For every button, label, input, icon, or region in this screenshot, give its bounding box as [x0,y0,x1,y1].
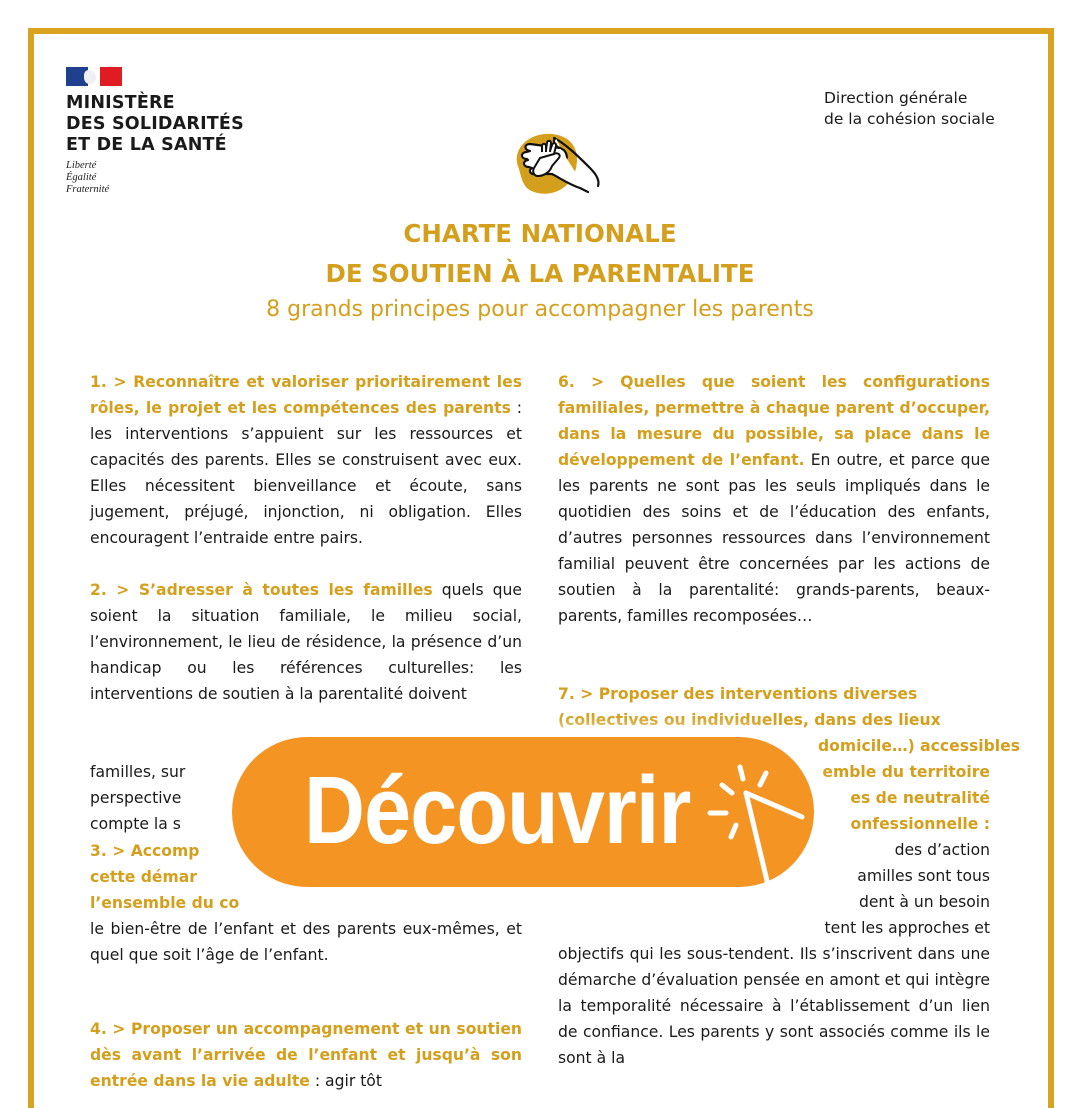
principle-7-fragments [818,733,1020,889]
principle-2-fragment: perspective [90,789,182,807]
ministry-line: ET DE LA SANTÉ [66,135,227,155]
discover-button-label: Découvrir [304,757,691,864]
principle-body: En outre, et parce que les parents ne sont pas les seuls impliqués dans le quotidien des soins et de l’éducation des enfants, d’autres personnes ressources dans l’environnement familial peuvent être concernées par les actions de soutien à la parentalité: grands-parents, beaux-parents, familles recomposées… [558,451,990,625]
principle-body: : les interventions s’appuient sur les ressources et capacités des parents. Elles se construisent avec eux. Elles nécessitent bienveillance et écoute, sans jugement, préjugé, injonction, ni obligation. Elles encouragent l’entraide entre pairs. [90,399,522,547]
title-line-1: CHARTE NATIONALE [403,219,677,248]
principle-4 [90,1016,522,1094]
hands-icon [508,128,604,198]
motto-line: Fraternité [66,184,110,195]
principle-2-fragment: familles, sur [90,763,186,781]
principle-7-heading [558,681,990,733]
principle-7-body-fragment: dent à un besoin [858,893,990,911]
page-subtitle: 8 grands principes pour accompagner les parents [266,297,814,322]
principle-7-body [558,941,990,1071]
principle-heading: 2. > S’adresser à toutes les familles [90,581,433,599]
principle-6 [558,369,990,629]
principle-7-heading-fragment: domicile…) accessibles [818,737,1020,755]
principle-7-heading-fragment: onfessionnelle : [850,815,990,833]
page-title [0,214,1080,294]
title-line-2: DE SOUTIEN À LA PARENTALITE [325,259,755,288]
principle-2 [90,577,522,707]
ministry-logo [66,67,266,196]
principle-7-body-fragment: tent les approches et [824,919,990,937]
principle-3-rest [90,890,522,968]
principle-heading: 1. > Reconnaître et valoriser prioritairement les rôles, le projet et les compétences des parents [90,373,522,417]
principle-3-heading [90,838,230,890]
direction-name [824,88,995,130]
principle-7-heading-fragment: es de neutralité [850,789,990,807]
principle-heading: 4. > Proposer un accompagnement et un soutien dès avant l’arrivée de l’enfant et jusqu’à son entrée dans la vie adulte [90,1020,522,1090]
principle-heading: 6. > Quelles que soient les configurations familiales, permettre à chaque parent d’occuper, dans la mesure du possible, sa place dans le développement de l’enfant. [558,373,990,469]
ministry-line: DES SOLIDARITÉS [66,114,244,134]
ministry-line: MINISTÈRE [66,93,175,113]
ministry-name [66,93,266,156]
principle-3-heading-fragment: cette démar [90,868,197,886]
principle-3-heading-fragment: 3. > Accomp [90,842,200,860]
republic-motto [66,160,266,196]
principle-body: quels que soient la situation familiale, le milieu social, l’environnement, le lieu de résidence, la présence d’un handicap ou les références culturelles: les interventions de soutien à la parentalité doivent [90,581,522,703]
discover-button[interactable] [232,737,814,887]
principle-2-fragment: compte la s [90,815,181,833]
direction-line: de la cohésion sociale [824,110,995,128]
principle-7-heading-line: (collectives ou individuelles, dans des lieux [558,711,941,729]
principle-2-fragments [90,759,230,837]
motto-line: Égalité [66,172,97,183]
direction-line: Direction générale [824,89,968,107]
principle-7-body-fragment: des d’action [894,841,990,859]
principle-1 [90,369,522,551]
principle-7-lower [558,889,990,941]
principle-7-heading-line: 7. > Proposer des interventions diverses [558,685,918,703]
motto-line: Liberté [66,160,97,171]
principle-3-body: le bien-être de l’enfant et des parents eux-mêmes, et quel que soit l’âge de l’enfant. [90,920,522,964]
principle-7-heading-fragment: emble du territoire [822,763,990,781]
click-pointer-icon [702,757,802,887]
principle-7-body-fragment: amilles sont tous [857,867,990,885]
principle-body: : agir tôt [309,1072,382,1090]
principle-3-heading-fragment: l’ensemble du co [90,894,240,912]
marianne-flag-icon [66,67,122,86]
principle-7-body-text: objectifs qui les sous-tendent. Ils s’inscrivent dans une démarche d’évaluation pensée en amont et qui intègre la temporalité nécessaire à l’établissement d’un lien de confiance. Les parents y sont associés comme ils le sont à la [558,945,990,1067]
